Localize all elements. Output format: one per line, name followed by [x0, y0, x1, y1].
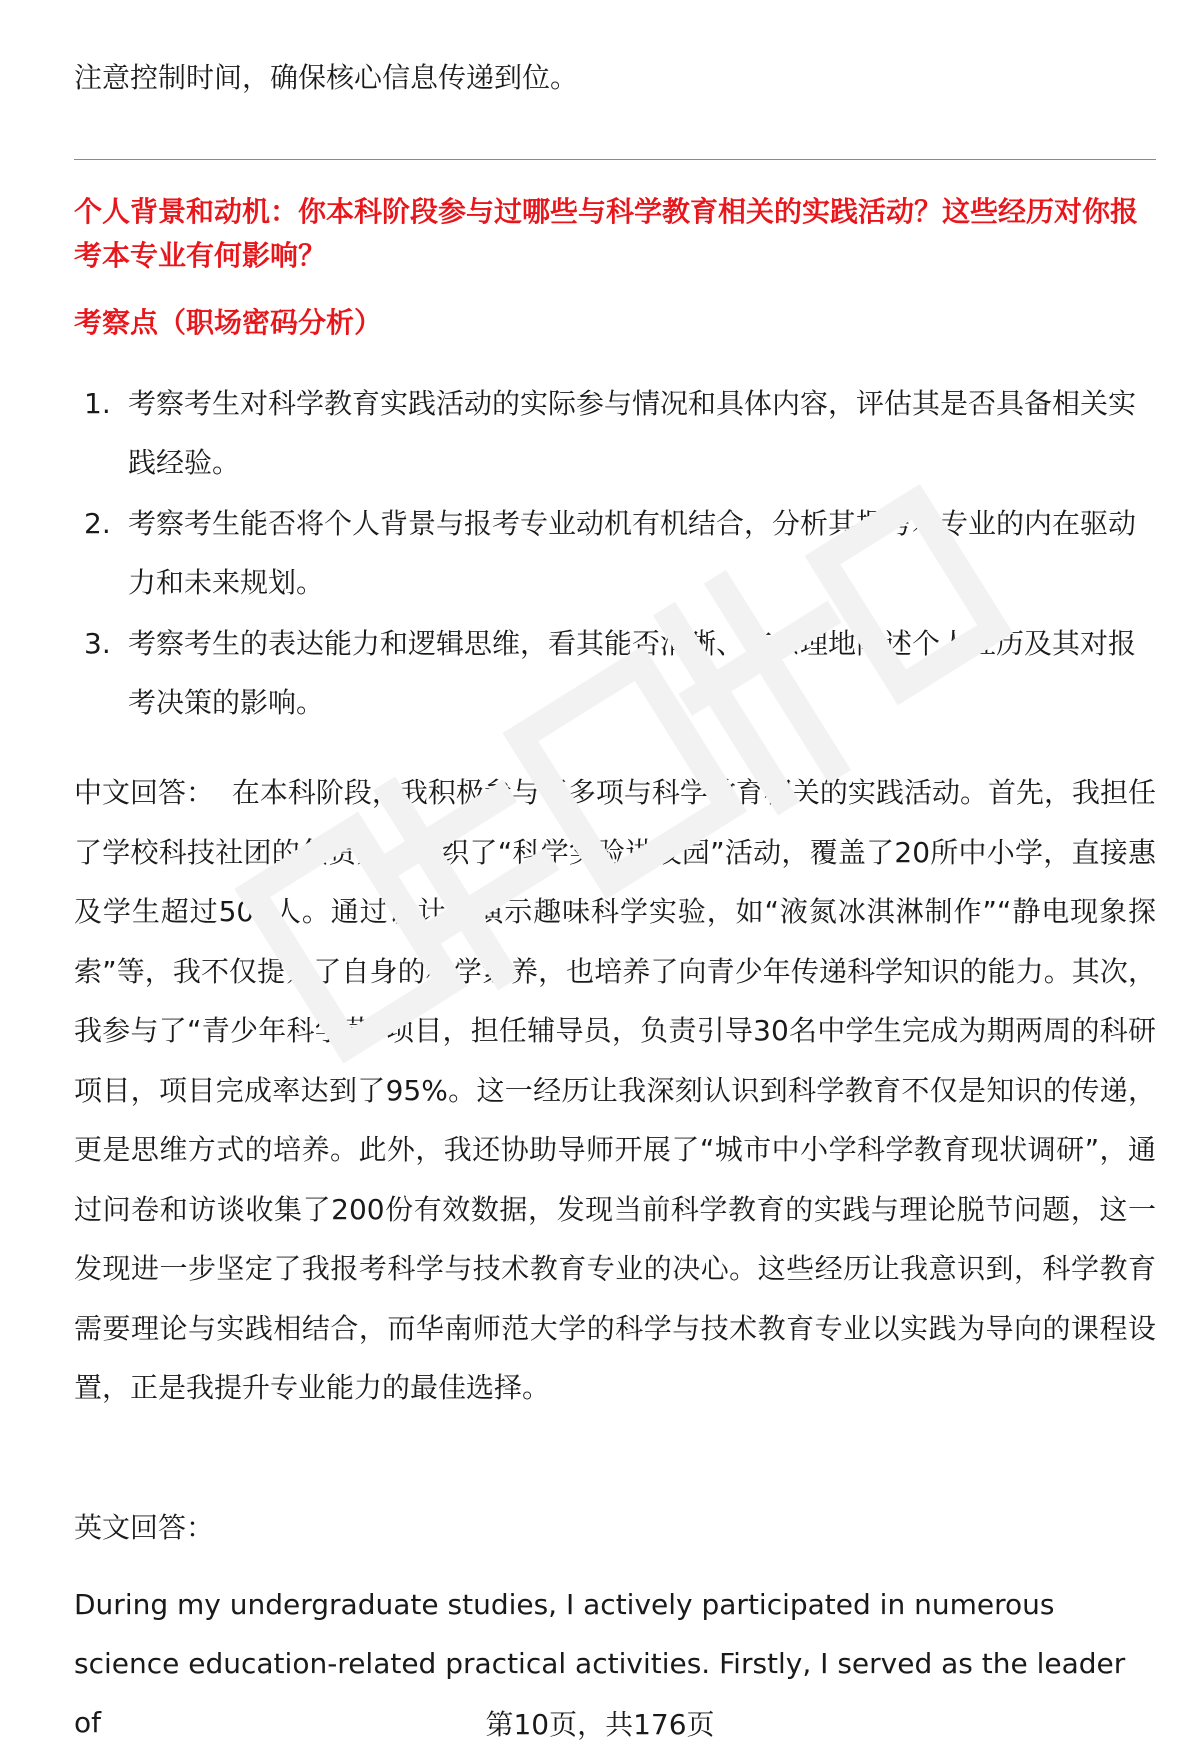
- assessment-points-title: 考察点（职场密码分析）: [74, 306, 383, 339]
- point-text: 考察考生的表达能力和逻辑思维，看其能否清晰、有条理地阐述个人经历及其对报考决策的影响。: [128, 627, 1137, 719]
- point-number: 1.: [84, 387, 111, 420]
- document-page: [74, 0, 1156, 1755]
- point-text: 考察考生能否将个人背景与报考专业动机有机结合，分析其报考本专业的内在驱动力和未来规划。: [128, 507, 1137, 599]
- page-number-footer: 第10页，共176页: [485, 1708, 715, 1741]
- chinese-answer-text: 在本科阶段，我积极参与了多项与科学教育相关的实践活动。首先，我担任了学校科技社团的负责人，组织了“科学实验进校园”活动，覆盖了20所中小学，直接惠及学生超过500人。通过设计并演示趣味科学实验，如“液氮冰淇淋制作”“静电现象探索”等，我不仅提升了自身的科学素养，也培养了向青少年传递科学知识的能力。其次，我参与了“青少年科学营”项目，担任辅导员，负责引导30名中学生完成为期两周的科研项目，项目完成率达到了95%。这一经历让我深刻认识到科学教育不仅是知识的传递，更是思维方式的培养。此外，我还协助导师开展了“城市中小学科学教育现状调研”，通过问卷和访谈收集了200份有效数据，发现当前科学教育的实践与理论脱节问题，这一发现进一步坚定了我报考科学与技术教育专业的决心。这些经历让我意识到，科学教育需要理论与实践相结合，而华南师范大学的科学与技术教育专业以实践为导向的课程设置，正是我提升专业能力的最佳选择。: [74, 776, 1156, 1404]
- assessment-point: [74, 494, 1156, 612]
- chinese-answer: [74, 763, 1156, 1418]
- top-line-text: 注意控制时间，确保核心信息传递到位。: [74, 61, 579, 94]
- question-heading: 个人背景和动机：你本科阶段参与过哪些与科学教育相关的实践活动？这些经历对你报考本专业有何影响？: [74, 195, 1139, 272]
- chinese-answer-label: 中文回答：: [74, 776, 215, 809]
- assessment-points-list: [74, 374, 1156, 734]
- point-number: 3.: [84, 627, 111, 660]
- assessment-point: [74, 374, 1156, 492]
- section-divider: [74, 159, 1156, 160]
- english-answer-text: During my undergraduate studies, I actively participated in numerous science education-related practical activities. Firstly, I served as the leader of: [74, 1588, 1126, 1739]
- point-number: 2.: [84, 507, 111, 540]
- point-text: 考察考生对科学教育实践活动的实际参与情况和具体内容，评估其是否具备相关实践经验。: [128, 387, 1137, 479]
- assessment-point: [74, 614, 1156, 732]
- english-answer-label: 英文回答：: [74, 1511, 215, 1544]
